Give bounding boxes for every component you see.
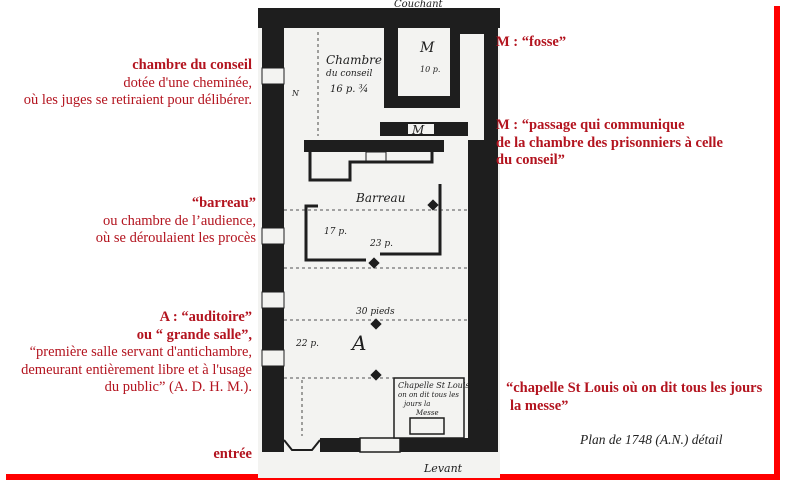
annotation-title: M : “fosse”: [496, 34, 567, 50]
annotation-auditoire: [21, 309, 252, 397]
annotation-line: la messe”: [510, 397, 569, 414]
plan-label-top: Couchant: [394, 0, 443, 10]
plan-label-m-upper: M: [420, 40, 435, 56]
plan-mark-d: D: [486, 405, 494, 415]
annotation-line: du public” (A. D. H. M.).: [104, 379, 252, 395]
annotation-entree: [213, 446, 252, 464]
plan-label-m-small: 10 p.: [420, 65, 441, 74]
plan-label-chapelle-1: Chapelle St Louis: [398, 381, 470, 390]
plan-label-barreau-dim-side: 17 p.: [324, 227, 347, 237]
east-inner-wall: [468, 140, 484, 440]
west-window-4: [262, 350, 284, 366]
annotation-line: de la chambre des prisonniers à celle: [496, 134, 723, 151]
annotation-title: chambre du conseil: [132, 57, 252, 73]
plan-mark-n: N: [292, 89, 299, 98]
plan-label-chapelle-2: on on dit tous les: [398, 391, 459, 399]
annotation-fosse: [496, 34, 566, 52]
annotation-line: “première salle servant d'antichambre,: [29, 344, 252, 360]
annotation-line: où se déroulaient les procès: [95, 230, 256, 246]
annotation-chapelle: [506, 380, 762, 415]
west-window-3: [262, 292, 284, 308]
fosse-wall-top: [460, 28, 484, 34]
plan-label-bottom: Levant: [424, 462, 463, 475]
annotation-line: demeurant entièrement libre et à l'usage: [21, 361, 252, 378]
annotation-line: ou chambre de l’audience,: [103, 212, 256, 229]
plan-label-chapelle-4: Messe: [416, 409, 439, 417]
annotation-title: entrée: [213, 446, 252, 462]
annotation-line: du conseil”: [496, 152, 565, 168]
annotation-line: M : “passage qui communique: [496, 117, 685, 133]
annotation-passage: [496, 117, 723, 170]
annotation-title: “barreau”: [191, 195, 256, 211]
plan-label-m-lower: M: [412, 123, 425, 137]
plan-label-chambre: Chambre: [326, 53, 382, 67]
entry-opening: [284, 436, 320, 454]
fosse-wall-east: [450, 28, 460, 108]
annotation-line: où les juges se retiraient pour délibérer.: [23, 92, 252, 108]
annotation-chambre-du-conseil: [24, 57, 252, 110]
annotation-barreau: [96, 195, 256, 248]
plan-label-letter-a: A: [352, 331, 367, 355]
plan-label-barreau-dim: 23 p.: [370, 239, 393, 249]
plan-label-barreau: Barreau: [356, 191, 406, 205]
figure-caption: Plan de 1748 (A.N.) détail: [580, 432, 723, 447]
plan-label-du-conseil: du conseil: [326, 69, 373, 79]
fosse-wall-west: [384, 28, 398, 106]
fosse-wall-south: [384, 96, 460, 108]
plan-label-auditoire-dim-side: 22 p.: [296, 339, 319, 349]
annotation-line: dotée d'une cheminée,: [123, 74, 252, 91]
annotation-line: “chapelle St Louis où on dit tous les jours: [506, 380, 763, 396]
north-wall: [258, 8, 500, 28]
west-window-2: [262, 228, 284, 244]
south-door: [360, 438, 400, 452]
conseil-south-wall: [304, 140, 444, 152]
west-window-1: [262, 68, 284, 84]
annotation-title: ou “ grande salle”,: [136, 326, 252, 343]
plan-label-chapelle-3: jours la: [404, 400, 431, 408]
plan-label-auditoire-dim: 30 pieds: [356, 307, 395, 317]
east-wall: [484, 28, 498, 448]
plan-label-chambre-dim: 16 p. ¾: [330, 84, 369, 95]
annotation-title: A : “auditoire”: [159, 309, 252, 325]
